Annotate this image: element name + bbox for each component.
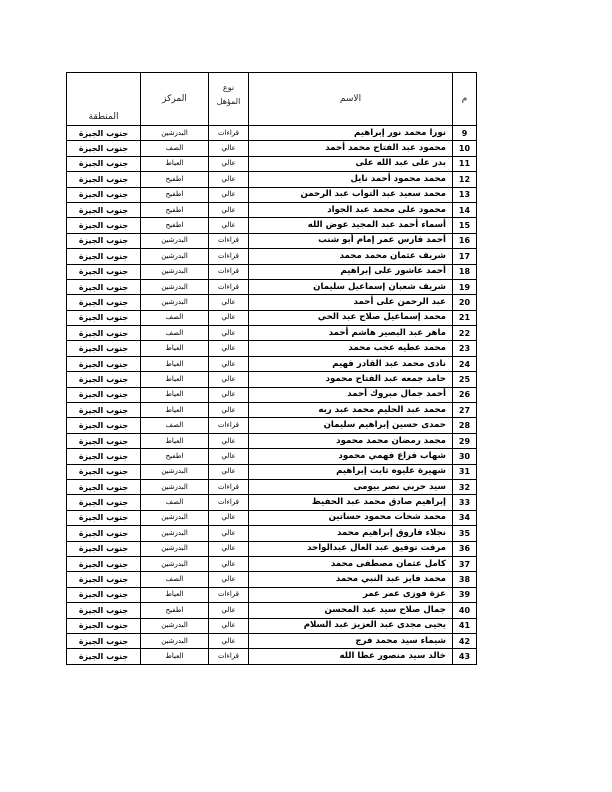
cell-qualification: عالي xyxy=(209,556,249,571)
column-header-qualification-line2: المؤهل xyxy=(216,97,241,106)
cell-number: 31 xyxy=(453,464,477,479)
cell-name: عزة فوزى عمر عمر xyxy=(249,587,453,602)
cell-number: 27 xyxy=(453,403,477,418)
cell-qualification: عالي xyxy=(209,356,249,371)
cell-region: جنوب الجيزة xyxy=(67,603,141,618)
cell-name: محمد رمضان محمد محمود xyxy=(249,433,453,448)
table-row xyxy=(67,556,477,571)
table-row xyxy=(67,449,477,464)
cell-name: شهيرة عليوه ثابت إبراهيم xyxy=(249,464,453,479)
table-row xyxy=(67,218,477,233)
cell-qualification: عالي xyxy=(209,326,249,341)
table-row xyxy=(67,433,477,448)
cell-region: جنوب الجيزة xyxy=(67,541,141,556)
cell-region: جنوب الجيزة xyxy=(67,141,141,156)
cell-qualification: عالي xyxy=(209,403,249,418)
candidates-table xyxy=(66,72,477,665)
cell-region: جنوب الجيزة xyxy=(67,172,141,187)
column-header-name: الاسم xyxy=(249,73,453,126)
cell-name: أحمد عاشور على إبراهيم xyxy=(249,264,453,279)
cell-center: الصف xyxy=(141,310,209,325)
cell-qualification: قراءات xyxy=(209,495,249,510)
table-body xyxy=(67,126,477,665)
table-row xyxy=(67,572,477,587)
cell-number: 25 xyxy=(453,372,477,387)
cell-center: اطفيح xyxy=(141,202,209,217)
cell-number: 16 xyxy=(453,233,477,248)
cell-center: البدرشين xyxy=(141,233,209,248)
cell-name: أحمد جمال مبروك أحمد xyxy=(249,387,453,402)
cell-region: جنوب الجيزة xyxy=(67,187,141,202)
cell-name: محمود على محمد عبد الجواد xyxy=(249,202,453,217)
cell-name: محمود عبد الفتاح محمد أحمد xyxy=(249,141,453,156)
cell-region: جنوب الجيزة xyxy=(67,326,141,341)
cell-region: جنوب الجيزة xyxy=(67,449,141,464)
cell-qualification: عالي xyxy=(209,603,249,618)
cell-center: الصف xyxy=(141,572,209,587)
cell-region: جنوب الجيزة xyxy=(67,202,141,217)
cell-qualification: عالي xyxy=(209,187,249,202)
cell-name: أسماء أحمد عبد المجيد عوض الله xyxy=(249,218,453,233)
cell-name: محمد محمود أحمد نايل xyxy=(249,172,453,187)
cell-name: محمد عبد الحليم محمد عبد ربه xyxy=(249,403,453,418)
table-row xyxy=(67,233,477,248)
table-row xyxy=(67,403,477,418)
cell-name: بدر على عبد الله على xyxy=(249,156,453,171)
cell-number: 14 xyxy=(453,202,477,217)
cell-name: نجلاء فاروق إبراهيم محمد xyxy=(249,526,453,541)
cell-number: 9 xyxy=(453,126,477,141)
cell-center: الصف xyxy=(141,141,209,156)
cell-name: شريف شعبان إسماعيل سليمان xyxy=(249,279,453,294)
cell-center: اطفيح xyxy=(141,449,209,464)
cell-region: جنوب الجيزة xyxy=(67,126,141,141)
cell-region: جنوب الجيزة xyxy=(67,295,141,310)
cell-qualification: عالي xyxy=(209,464,249,479)
table-row xyxy=(67,618,477,633)
table-row xyxy=(67,202,477,217)
cell-center: البدرشين xyxy=(141,126,209,141)
cell-qualification: عالي xyxy=(209,633,249,648)
cell-region: جنوب الجيزة xyxy=(67,418,141,433)
cell-name: محمد عطيه عجب محمد xyxy=(249,341,453,356)
cell-number: 12 xyxy=(453,172,477,187)
table-row xyxy=(67,295,477,310)
cell-number: 42 xyxy=(453,633,477,648)
table-row xyxy=(67,495,477,510)
cell-region: جنوب الجيزة xyxy=(67,249,141,264)
cell-center: البدرشين xyxy=(141,479,209,494)
cell-number: 15 xyxy=(453,218,477,233)
cell-qualification: قراءات xyxy=(209,279,249,294)
column-header-qualification xyxy=(209,73,249,126)
cell-region: جنوب الجيزة xyxy=(67,556,141,571)
column-header-qualification-line1: نوع xyxy=(222,83,235,92)
cell-number: 13 xyxy=(453,187,477,202)
cell-number: 34 xyxy=(453,510,477,525)
cell-qualification: عالي xyxy=(209,526,249,541)
cell-name: نورا محمد نور إبراهيم xyxy=(249,126,453,141)
cell-center: البدرشين xyxy=(141,618,209,633)
cell-region: جنوب الجيزة xyxy=(67,264,141,279)
cell-qualification: عالي xyxy=(209,510,249,525)
cell-region: جنوب الجيزة xyxy=(67,572,141,587)
cell-region: جنوب الجيزة xyxy=(67,526,141,541)
cell-qualification: قراءات xyxy=(209,264,249,279)
cell-center: البدرشين xyxy=(141,464,209,479)
cell-qualification: عالي xyxy=(209,295,249,310)
table-row xyxy=(67,326,477,341)
cell-name: حمدى حسين إبراهيم سليمان xyxy=(249,418,453,433)
cell-number: 10 xyxy=(453,141,477,156)
cell-number: 40 xyxy=(453,603,477,618)
column-header-region: المنطقة xyxy=(67,73,141,126)
cell-center: العياط xyxy=(141,433,209,448)
cell-name: أحمد فارس عمر إمام أبو شنب xyxy=(249,233,453,248)
cell-name: ماهر عبد البصير هاشم أحمد xyxy=(249,326,453,341)
column-header-number: م xyxy=(453,73,477,126)
cell-qualification: عالي xyxy=(209,218,249,233)
cell-number: 28 xyxy=(453,418,477,433)
cell-qualification: عالي xyxy=(209,172,249,187)
cell-number: 11 xyxy=(453,156,477,171)
table-row xyxy=(67,526,477,541)
cell-number: 35 xyxy=(453,526,477,541)
cell-center: العياط xyxy=(141,387,209,402)
table-row xyxy=(67,341,477,356)
table-row xyxy=(67,510,477,525)
cell-region: جنوب الجيزة xyxy=(67,403,141,418)
cell-center: الصف xyxy=(141,418,209,433)
cell-qualification: قراءات xyxy=(209,249,249,264)
cell-center: البدرشين xyxy=(141,295,209,310)
cell-region: جنوب الجيزة xyxy=(67,341,141,356)
cell-center: البدرشين xyxy=(141,264,209,279)
cell-center: العياط xyxy=(141,587,209,602)
cell-center: البدرشين xyxy=(141,526,209,541)
cell-name: خالد سيد منصور عطا الله xyxy=(249,649,453,664)
cell-number: 39 xyxy=(453,587,477,602)
cell-center: اطفيح xyxy=(141,172,209,187)
table-row xyxy=(67,541,477,556)
document-page xyxy=(66,72,476,665)
table-row xyxy=(67,279,477,294)
cell-name: إبراهيم صادق محمد عبد الحفيظ xyxy=(249,495,453,510)
cell-number: 19 xyxy=(453,279,477,294)
cell-center: اطفيح xyxy=(141,603,209,618)
table-row xyxy=(67,187,477,202)
cell-center: الصف xyxy=(141,495,209,510)
table-row xyxy=(67,387,477,402)
table-row xyxy=(67,649,477,664)
cell-name: شريف عثمان محمد محمد xyxy=(249,249,453,264)
cell-qualification: عالي xyxy=(209,618,249,633)
cell-center: البدرشين xyxy=(141,279,209,294)
cell-qualification: عالي xyxy=(209,341,249,356)
cell-center: اطفيح xyxy=(141,218,209,233)
cell-region: جنوب الجيزة xyxy=(67,618,141,633)
cell-number: 29 xyxy=(453,433,477,448)
table-row xyxy=(67,310,477,325)
cell-qualification: قراءات xyxy=(209,233,249,248)
table-row xyxy=(67,356,477,371)
cell-center: العياط xyxy=(141,156,209,171)
cell-name: نادى محمد عبد القادر فهيم xyxy=(249,356,453,371)
cell-number: 21 xyxy=(453,310,477,325)
cell-center: البدرشين xyxy=(141,556,209,571)
cell-number: 33 xyxy=(453,495,477,510)
cell-number: 37 xyxy=(453,556,477,571)
cell-center: العياط xyxy=(141,356,209,371)
cell-region: جنوب الجيزة xyxy=(67,218,141,233)
cell-qualification: قراءات xyxy=(209,479,249,494)
cell-center: العياط xyxy=(141,372,209,387)
cell-qualification: عالي xyxy=(209,156,249,171)
cell-region: جنوب الجيزة xyxy=(67,279,141,294)
cell-name: كامل عثمان مصطفى محمد xyxy=(249,556,453,571)
cell-region: جنوب الجيزة xyxy=(67,464,141,479)
cell-number: 17 xyxy=(453,249,477,264)
cell-center: العياط xyxy=(141,649,209,664)
cell-number: 30 xyxy=(453,449,477,464)
cell-region: جنوب الجيزة xyxy=(67,233,141,248)
table-row xyxy=(67,172,477,187)
cell-name: سيد حربي نصر بيومى xyxy=(249,479,453,494)
cell-qualification: عالي xyxy=(209,433,249,448)
header-row xyxy=(67,73,477,126)
cell-center: الصف xyxy=(141,326,209,341)
cell-region: جنوب الجيزة xyxy=(67,479,141,494)
cell-number: 26 xyxy=(453,387,477,402)
cell-name: محمد سعيد عبد التواب عبد الرحمن xyxy=(249,187,453,202)
cell-qualification: قراءات xyxy=(209,649,249,664)
table-row xyxy=(67,249,477,264)
cell-region: جنوب الجيزة xyxy=(67,356,141,371)
cell-qualification: عالي xyxy=(209,449,249,464)
cell-qualification: قراءات xyxy=(209,418,249,433)
cell-qualification: عالي xyxy=(209,372,249,387)
cell-center: البدرشين xyxy=(141,510,209,525)
cell-region: جنوب الجيزة xyxy=(67,387,141,402)
table-row xyxy=(67,418,477,433)
cell-center: البدرشين xyxy=(141,633,209,648)
cell-name: يحيى مجدى عبد العزيز عبد السلام xyxy=(249,618,453,633)
table-row xyxy=(67,141,477,156)
table-row xyxy=(67,126,477,141)
cell-qualification: عالي xyxy=(209,202,249,217)
cell-name: حامد جمعه عبد الفتاح محمود xyxy=(249,372,453,387)
cell-qualification: عالي xyxy=(209,141,249,156)
cell-center: البدرشين xyxy=(141,249,209,264)
cell-region: جنوب الجيزة xyxy=(67,495,141,510)
table-row xyxy=(67,264,477,279)
cell-center: العياط xyxy=(141,403,209,418)
table-header xyxy=(67,73,477,126)
cell-number: 41 xyxy=(453,618,477,633)
table-row xyxy=(67,156,477,171)
cell-center: اطفيح xyxy=(141,187,209,202)
cell-qualification: عالي xyxy=(209,310,249,325)
cell-number: 23 xyxy=(453,341,477,356)
table-row xyxy=(67,372,477,387)
cell-number: 36 xyxy=(453,541,477,556)
cell-number: 32 xyxy=(453,479,477,494)
cell-region: جنوب الجيزة xyxy=(67,587,141,602)
cell-number: 38 xyxy=(453,572,477,587)
cell-number: 22 xyxy=(453,326,477,341)
cell-number: 24 xyxy=(453,356,477,371)
cell-name: عبد الرحمن على أحمد xyxy=(249,295,453,310)
cell-name: جمال صلاح سيد عبد المحسن xyxy=(249,603,453,618)
cell-center: البدرشين xyxy=(141,541,209,556)
cell-region: جنوب الجيزة xyxy=(67,310,141,325)
cell-qualification: عالي xyxy=(209,387,249,402)
cell-name: محمد فايز عبد النبي محمد xyxy=(249,572,453,587)
table-row xyxy=(67,633,477,648)
cell-name: مرفت توفيق عبد العال عبدالواحد xyxy=(249,541,453,556)
cell-region: جنوب الجيزة xyxy=(67,372,141,387)
table-row xyxy=(67,587,477,602)
cell-center: العياط xyxy=(141,341,209,356)
column-header-center: المركز xyxy=(141,73,209,126)
table-row xyxy=(67,464,477,479)
cell-region: جنوب الجيزة xyxy=(67,633,141,648)
cell-number: 20 xyxy=(453,295,477,310)
cell-number: 43 xyxy=(453,649,477,664)
cell-name: شيماء سيد محمد فرج xyxy=(249,633,453,648)
cell-name: محمد إسماعيل صلاح عبد الحي xyxy=(249,310,453,325)
cell-qualification: قراءات xyxy=(209,126,249,141)
cell-name: شهاب فزاع فهمي محمود xyxy=(249,449,453,464)
cell-number: 18 xyxy=(453,264,477,279)
table-row xyxy=(67,603,477,618)
cell-region: جنوب الجيزة xyxy=(67,433,141,448)
cell-qualification: عالي xyxy=(209,541,249,556)
cell-region: جنوب الجيزة xyxy=(67,510,141,525)
cell-region: جنوب الجيزة xyxy=(67,649,141,664)
cell-region: جنوب الجيزة xyxy=(67,156,141,171)
table-row xyxy=(67,479,477,494)
cell-qualification: قراءات xyxy=(209,587,249,602)
cell-qualification: عالي xyxy=(209,572,249,587)
cell-name: محمد شحات محمود حساتين xyxy=(249,510,453,525)
